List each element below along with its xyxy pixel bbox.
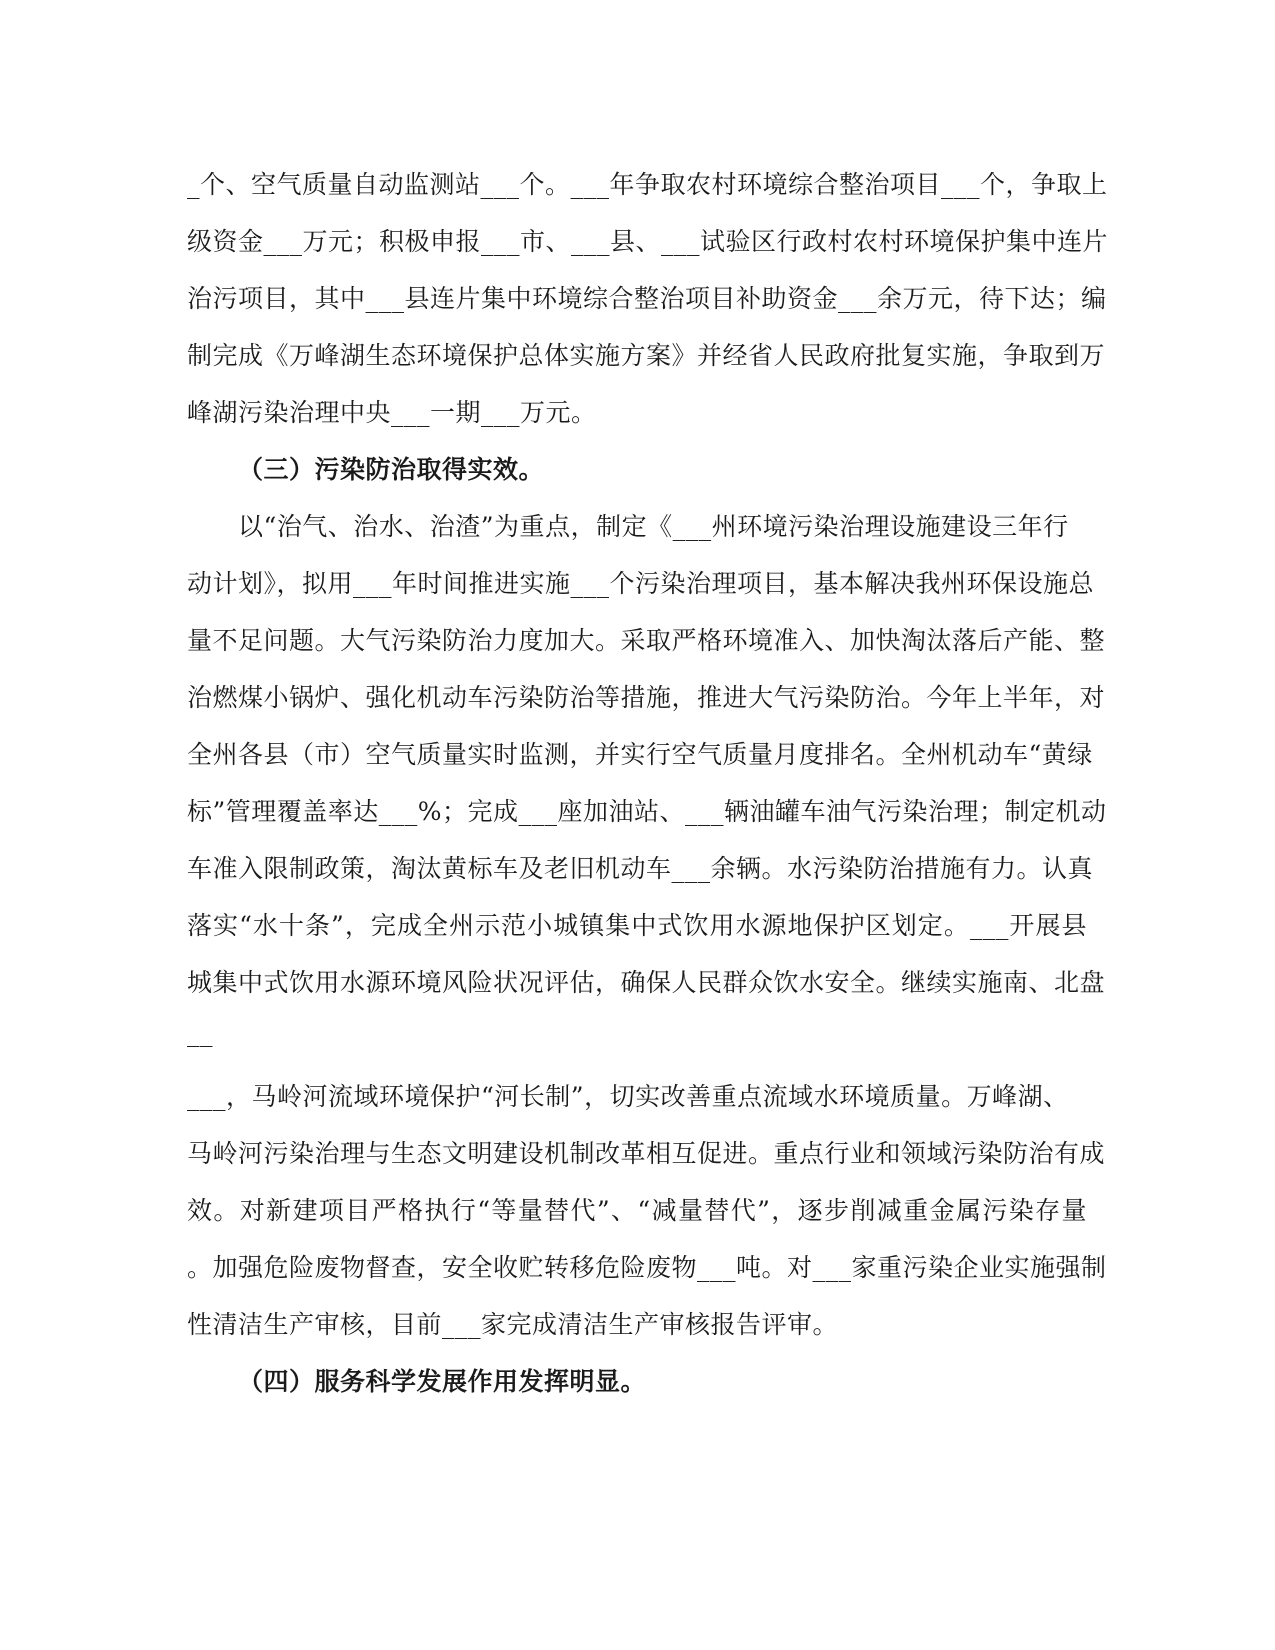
paragraph-3-line-3: 效。对新建项目严格执行“等量替代”、“减量替代”，逐步削减重金属污染存量: [187, 1196, 1087, 1225]
paragraph-2-line-2: 动计划》，拟用___年时间推进实施___个污染治理项目，基本解决我州环保设施总: [187, 569, 1095, 598]
paragraph-2-line-3: 量不足问题。大气污染防治力度加大。采取严格环境准入、加快淘汰落后产能、整: [187, 626, 1106, 655]
paragraph-1-line-3: 治污项目，其中___县连片集中环境综合整治项目补助资金___余万元，待下达；编: [187, 284, 1107, 313]
paragraph-3-line-1: ___，马岭河流域环境保护“河长制”，切实改善重点流域水环境质量。万峰湖、: [187, 1082, 1069, 1111]
paragraph-1-line-5: 峰湖污染治理中央___一期___万元。: [187, 398, 597, 427]
section-heading-4: （四）服务科学发展作用发挥明显。: [238, 1367, 647, 1396]
paragraph-3-line-4: 。加强危险废物督查，安全收贮转移危险废物___吨。对___家重污染企业实施强制: [187, 1253, 1107, 1282]
paragraph-1-line-4: 制完成《万峰湖生态环境保护总体实施方案》并经省人民政府批复实施，争取到万: [187, 341, 1106, 370]
paragraph-2-line-9: 城集中式饮用水源环境风险状况评估，确保人民群众饮水安全。继续实施南、北盘: [187, 968, 1106, 997]
paragraph-1-line-2: 级资金___万元；积极申报___市、___县、___试验区行政村农村环境保护集中连片: [187, 227, 1109, 256]
paragraph-2-line-8: 落实“水十条”，完成全州示范小城镇集中式饮用水源地保护区划定。___开展县: [187, 911, 1087, 940]
paragraph-2-line-6: 标”管理覆盖率达___%；完成___座加油站、___辆油罐车油气污染治理；制定机动: [187, 797, 1107, 826]
paragraph-2-line-4: 治燃煤小锅炉、强化机动车污染防治等措施，推进大气污染防治。今年上半年，对: [187, 683, 1106, 712]
paragraph-3-line-5: 性清洁生产审核，目前___家完成清洁生产审核报告评审。: [187, 1310, 839, 1339]
paragraph-3-line-2: 马岭河污染治理与生态文明建设机制改革相互促进。重点行业和领域污染防治有成: [187, 1139, 1106, 1168]
section-heading-3: （三）污染防治取得实效。: [238, 455, 545, 484]
paragraph-2-line-7: 车准入限制政策，淘汰黄标车及老旧机动车___余辆。水污染防治措施有力。认真: [187, 854, 1094, 883]
paragraph-2-line-1: 以“治气、治水、治渣”为重点，制定《___州环境污染治理设施建设三年行: [238, 512, 1069, 541]
paragraph-2-line-5: 全州各县（市）空气质量实时监测，并实行空气质量月度排名。全州机动车“黄绿: [187, 740, 1093, 769]
paragraph-2-line-10: __: [187, 1018, 213, 1047]
paragraph-1-line-1: _个、空气质量自动监测站___个。___年争取农村环境综合整治项目___个，争取上: [187, 170, 1108, 199]
